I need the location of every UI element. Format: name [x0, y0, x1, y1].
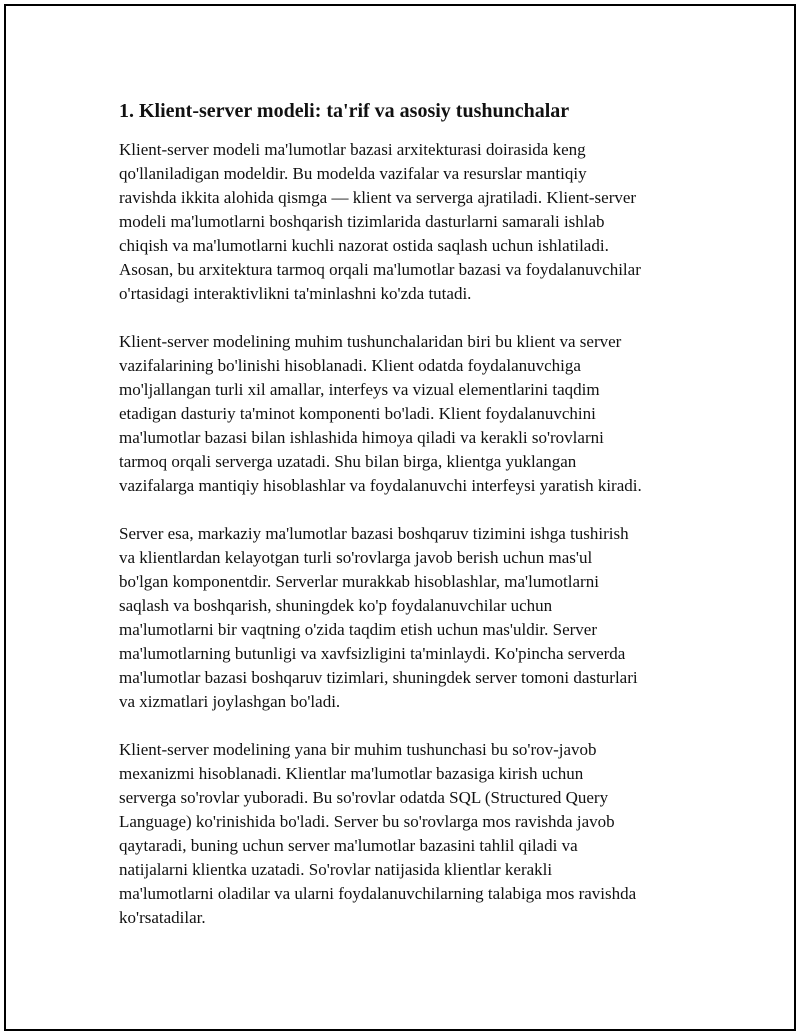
paragraph-line: Klient-server modelining yana bir muhim tushunchasi bu so'rov-javob — [119, 740, 597, 759]
paragraph — [119, 738, 691, 930]
page-frame — [4, 4, 796, 1031]
paragraph-line: natijalarni klientka uzatadi. So'rovlar natijasida klientlar kerakli — [119, 860, 553, 879]
paragraph-line: bo'lgan komponentdir. Serverlar murakkab hisoblashlar, ma'lumotlarni — [119, 572, 599, 591]
section-heading: 1. Klient-server modeli: ta'rif va asosiy tushunchalar — [119, 100, 570, 122]
paragraph-line: etadigan dasturiy ta'minot komponenti bo'ladi. Klient foydalanuvchini — [119, 404, 596, 423]
paragraph-line: Asosan, bu arxitektura tarmoq orqali ma'lumotlar bazasi va foydalanuvchilar — [119, 260, 641, 279]
paragraph-line: ma'lumotlarni bir vaqtning o'zida taqdim etish uchun mas'uldir. Server — [119, 620, 598, 639]
paragraph-line: o'rtasidagi interaktivlikni ta'minlashni ko'zda tutadi. — [119, 284, 472, 303]
paragraph-line: ma'lumotlarni oladilar va ularni foydalanuvchilarning talabiga mos ravishda — [119, 884, 637, 903]
paragraph-line: vazifalarining bo'linishi hisoblanadi. Klient odatda foydalanuvchiga — [119, 356, 581, 375]
paragraph-line: Klient-server modelining muhim tushunchalaridan biri bu klient va server — [119, 332, 622, 351]
paragraph-line: ma'lumotlar bazasi boshqaruv tizimlari, shuningdek server tomoni dasturlari — [119, 668, 638, 687]
paragraph-line: serverga so'rovlar yuboradi. Bu so'rovlar odatda SQL (Structured Query — [119, 788, 609, 807]
paragraph-line: mo'ljallangan turli xil amallar, interfeys va vizual elementlarini taqdim — [119, 380, 600, 399]
paragraph-line: saqlash va boshqarish, shuningdek ko'p foydalanuvchilar uchun — [119, 596, 553, 615]
paragraph-line: vazifalarga mantiqiy hisoblashlar va foydalanuvchi interfeysi yaratish kiradi. — [119, 476, 642, 495]
paragraph-line: chiqish va ma'lumotlarni kuchli nazorat ostida saqlash uchun ishlatiladi. — [119, 236, 609, 255]
paragraph — [119, 138, 691, 306]
paragraph-line: ravishda ikkita alohida qismga — klient va serverga ajratiladi. Klient-server — [119, 188, 637, 207]
paragraph-list — [119, 138, 691, 930]
document-body — [119, 98, 691, 954]
paragraph-line: ma'lumotlarning butunligi va xavfsizligini ta'minlaydi. Ko'pincha serverda — [119, 644, 626, 663]
paragraph-line: mexanizmi hisoblanadi. Klientlar ma'lumotlar bazasiga kirish uchun — [119, 764, 584, 783]
paragraph-line: qo'llaniladigan modeldir. Bu modelda vazifalar va resurslar mantiqiy — [119, 164, 587, 183]
paragraph-line: Language) ko'rinishida bo'ladi. Server bu so'rovlarga mos ravishda javob — [119, 812, 615, 831]
paragraph-line: ko'rsatadilar. — [119, 908, 206, 927]
paragraph-line: qaytaradi, buning uchun server ma'lumotlar bazasini tahlil qiladi va — [119, 836, 578, 855]
paragraph-line: va klientlardan kelayotgan turli so'rovlarga javob berish uchun mas'ul — [119, 548, 593, 567]
paragraph-line: ma'lumotlar bazasi bilan ishlashida himoya qiladi va kerakli so'rovlarni — [119, 428, 604, 447]
paragraph — [119, 522, 691, 714]
paragraph-line: Klient-server modeli ma'lumotlar bazasi arxitekturasi doirasida keng — [119, 140, 586, 159]
paragraph-line: va xizmatlari joylashgan bo'ladi. — [119, 692, 341, 711]
paragraph-line: tarmoq orqali serverga uzatadi. Shu bilan birga, klientga yuklangan — [119, 452, 577, 471]
paragraph-line: Server esa, markaziy ma'lumotlar bazasi boshqaruv tizimini ishga tushirish — [119, 524, 629, 543]
paragraph — [119, 330, 691, 498]
paragraph-line: modeli ma'lumotlarni boshqarish tizimlarida dasturlarni samarali ishlab — [119, 212, 605, 231]
